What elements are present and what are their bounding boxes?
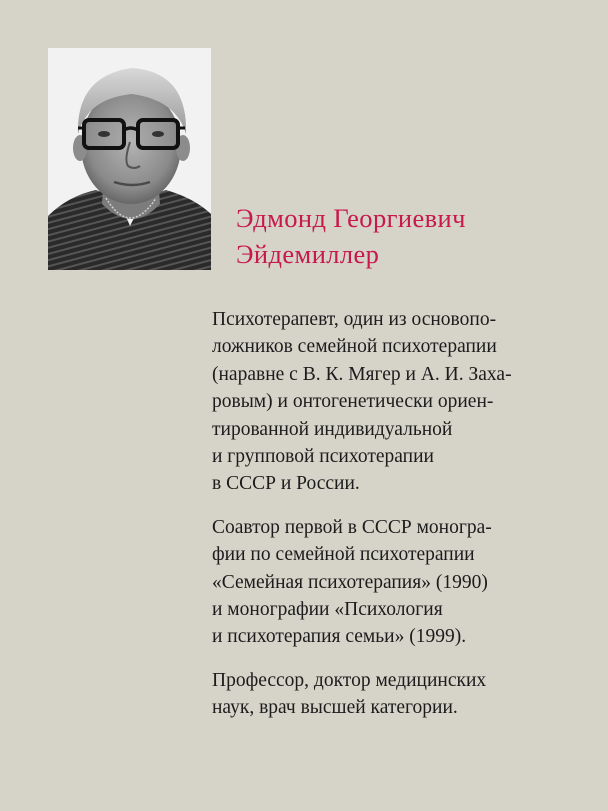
author-name	[236, 200, 576, 272]
bio-line: Профессор, доктор медицинских	[212, 669, 487, 691]
author-name-line-2: Эйдемиллер	[236, 239, 380, 269]
bio-paragraph-1	[212, 306, 592, 498]
bio-line: ровым) и онтогенетически ориен-	[212, 391, 494, 413]
bio-line: фии по семейной психотерапии	[212, 544, 475, 566]
bio-paragraph-3	[212, 667, 592, 722]
author-photo-drawing	[48, 48, 211, 270]
author-photo	[48, 48, 211, 270]
bio-line: в СССР и России.	[212, 473, 360, 495]
bio-line: тированной индивидуальной	[212, 418, 453, 440]
bio-line: «Семейная психотерапия» (1990)	[212, 571, 488, 593]
bio-line: Психотерапевт, один из основопо-	[212, 309, 497, 330]
bio-line: Соавтор первой в СССР моногра-	[212, 516, 492, 538]
bio-paragraph-2	[212, 514, 592, 651]
author-name-line-1: Эдмонд Георгиевич	[236, 203, 466, 233]
bio-line: и монографии «Психология	[212, 599, 443, 621]
bio-line: наук, врач высшей категории.	[212, 697, 458, 719]
bio-line: и психотерапия семьи» (1999).	[212, 626, 467, 648]
author-bio	[212, 306, 592, 738]
bio-line: (наравне с В. К. Мягер и А. И. Заха-	[212, 363, 512, 385]
bio-line: и групповой психотерапии	[212, 446, 434, 468]
bio-line: ложников семейной психотерапии	[212, 336, 497, 358]
